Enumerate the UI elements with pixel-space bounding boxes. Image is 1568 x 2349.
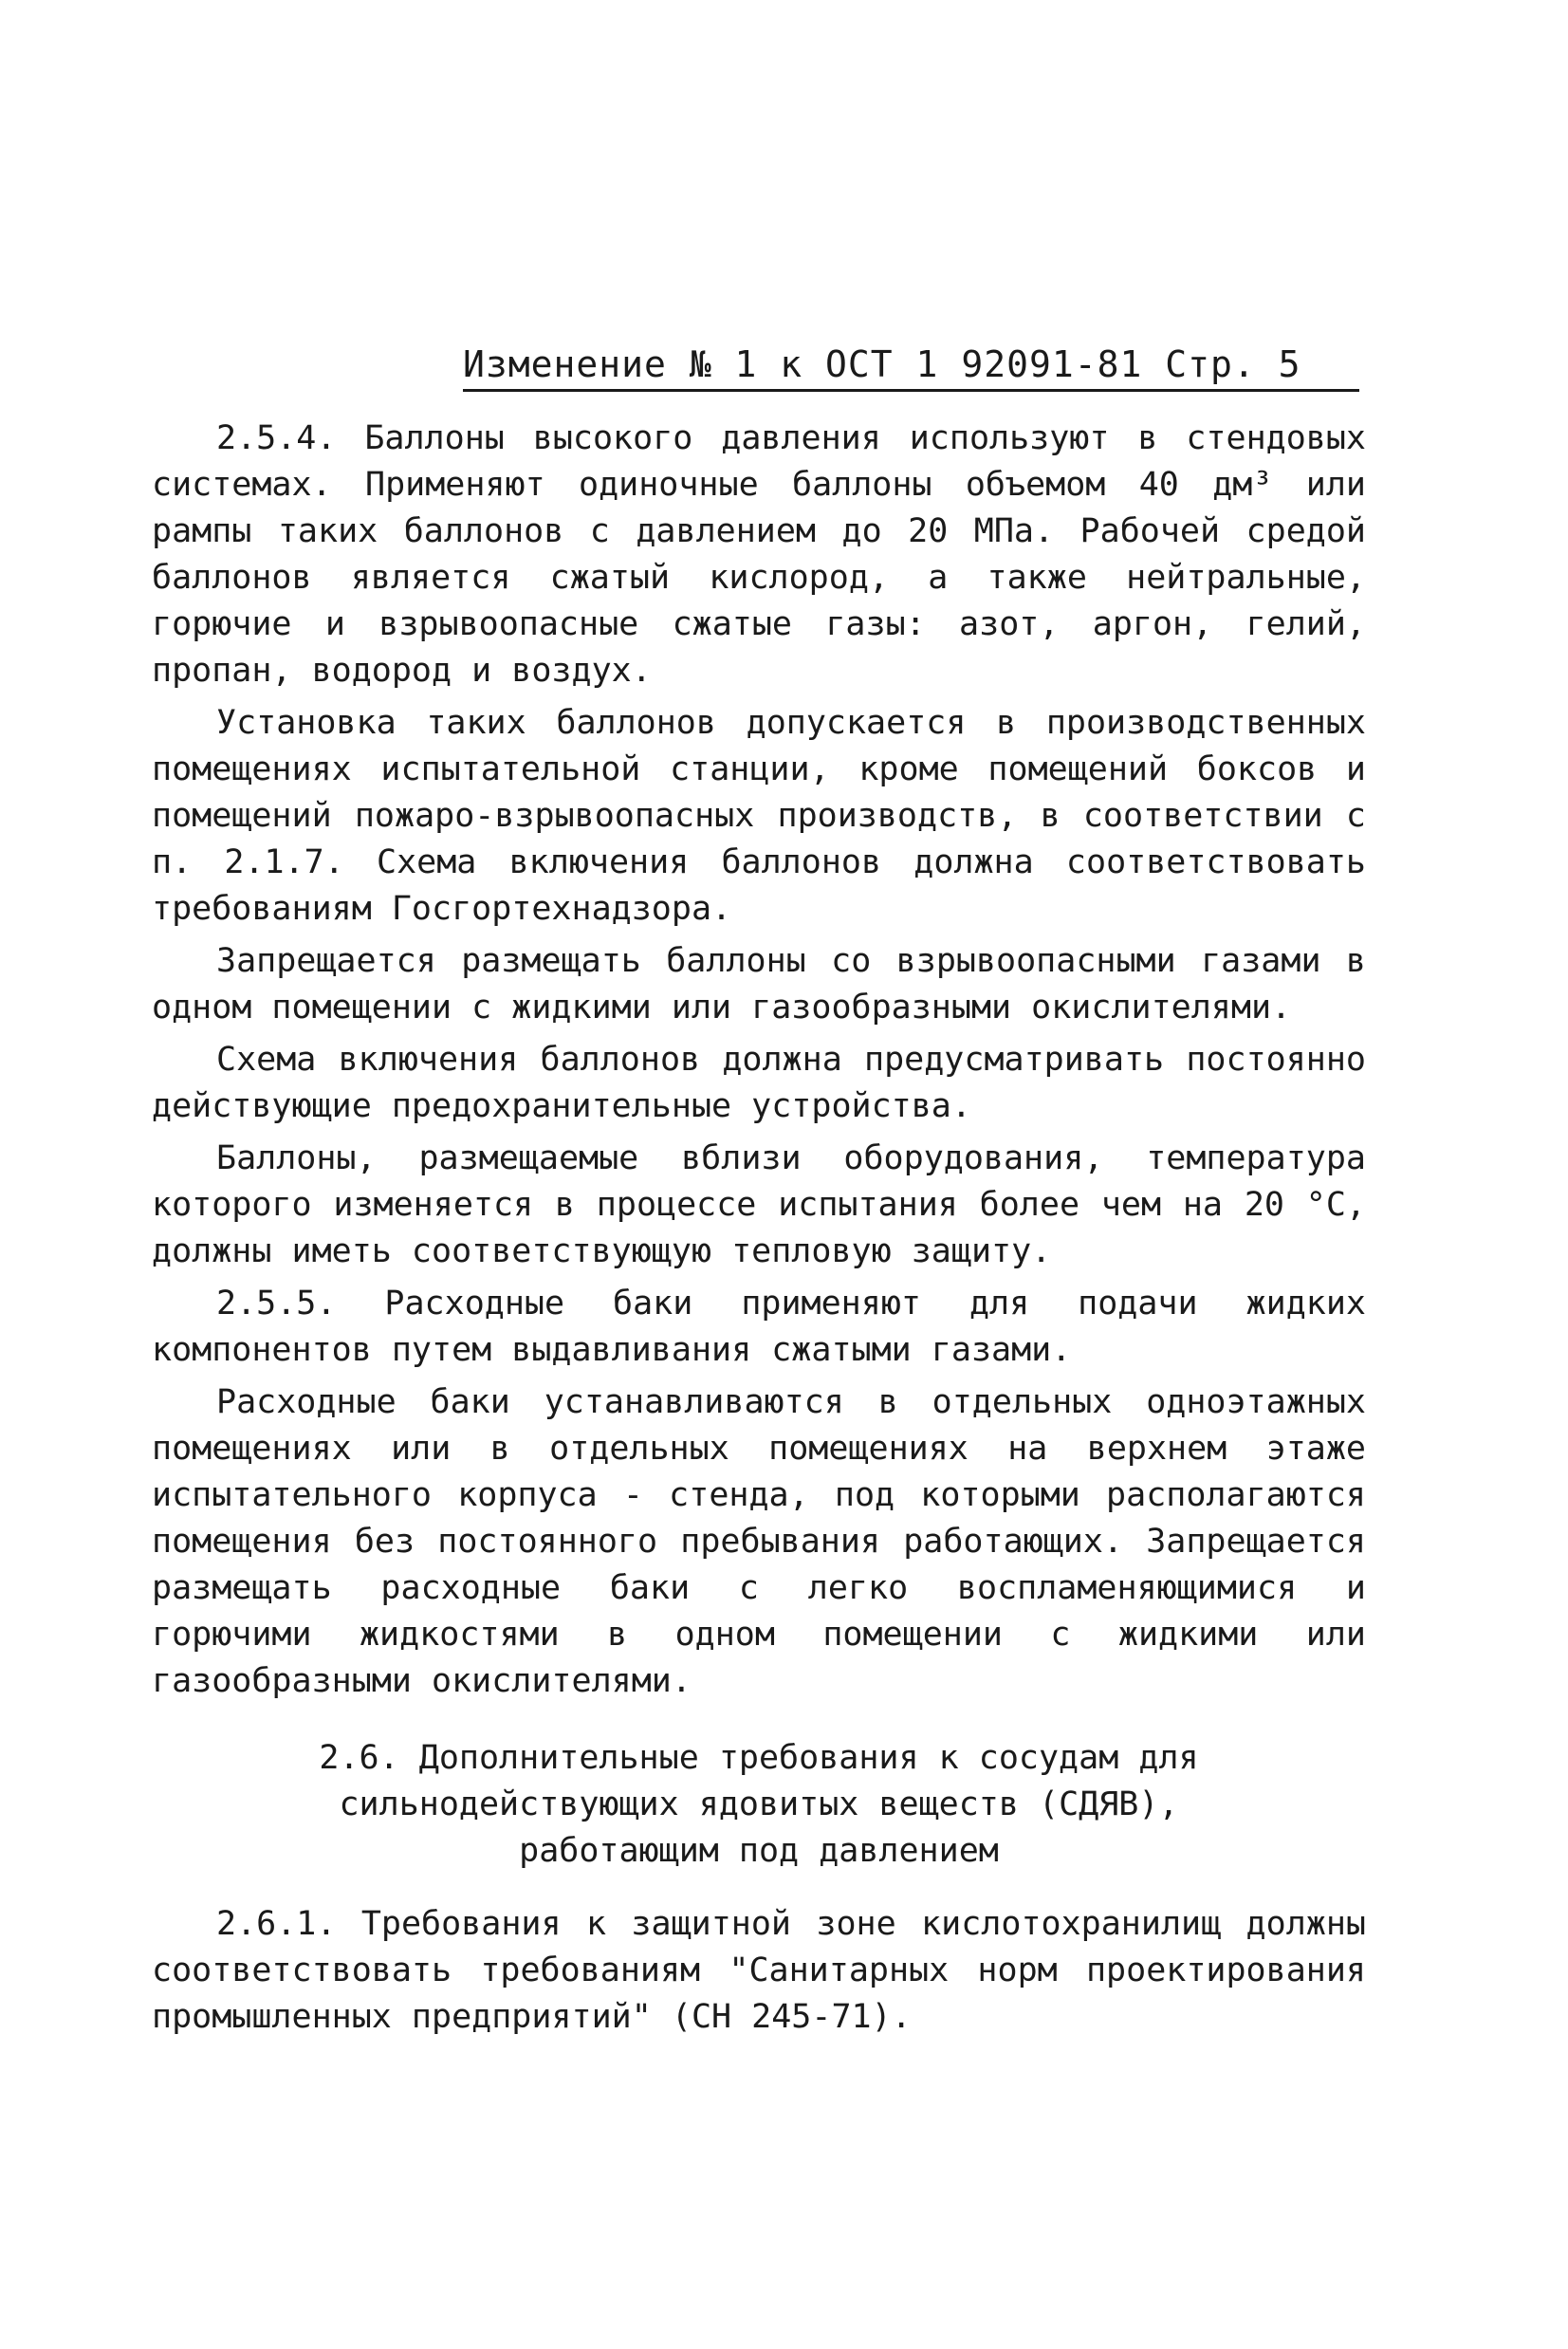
paragraph: Установка таких баллонов допускается в производственных помещениях испытательной станции, кроме помещений боксов и помещений пожаро-взрывоопасных производств, в соответствии с п. 2.1.7. Схема включения баллонов должна соответствовать требованиям Госгортехнадзора. — [152, 704, 1366, 928]
section-heading-line: сильнодействующих ядовитых веществ (СДЯВ), — [339, 1785, 1179, 1823]
paragraph: Расходные баки устанавливаются в отдельных одноэтажных помещениях или в отдельных помещениях на верхнем этаже испытательного корпуса - стенда, под которыми располагаются помещения без постоянного пребывания работающих. Запрещается размещать расходные баки с легко воспламеняющимися и горючими жидкостями в одном помещении с жидкими или газообразными окислителями. — [152, 1383, 1366, 1700]
section-heading-line: работающим под давлением — [519, 1832, 999, 1870]
section-heading — [152, 1735, 1366, 1875]
paragraph: 2.5.4. Баллоны высокого давления используют в стендовых системах. Применяют одиночные баллоны объемом 40 дм³ или рампы таких баллонов с давлением до 20 МПа. Рабочей средой баллонов является сжатый кислород, а также нейтральные, горючие и взрывоопасные сжатые газы: азот, аргон, гелий, пропан, водород и воздух. — [152, 419, 1366, 690]
page-header: Изменение № 1 к ОСТ 1 92091-81 Стр. 5 — [463, 343, 1359, 392]
paragraph: Запрещается размещать баллоны со взрывоопасными газами в одном помещении с жидкими или газообразными окислителями. — [152, 942, 1366, 1027]
paragraph: 2.6.1. Требования к защитной зоне кислотохранилищ должны соответствовать требованиям "Санитарных норм проектирования промышленных предприятий" (СН 245-71). — [152, 1905, 1366, 2036]
section-heading-line: 2.6. Дополнительные требования к сосудам для — [319, 1739, 1199, 1777]
paragraph: Схема включения баллонов должна предусматривать постоянно действующие предохранительные устройства. — [152, 1041, 1366, 1125]
document-body — [152, 416, 1366, 2046]
paragraph: 2.5.5. Расходные баки применяют для подачи жидких компонентов путем выдавливания сжатыми газами. — [152, 1285, 1366, 1369]
paragraph: Баллоны, размещаемые вблизи оборудования, температура которого изменяется в процессе испытания более чем на 20 °С, должны иметь соответствующую тепловую защиту. — [152, 1139, 1366, 1270]
